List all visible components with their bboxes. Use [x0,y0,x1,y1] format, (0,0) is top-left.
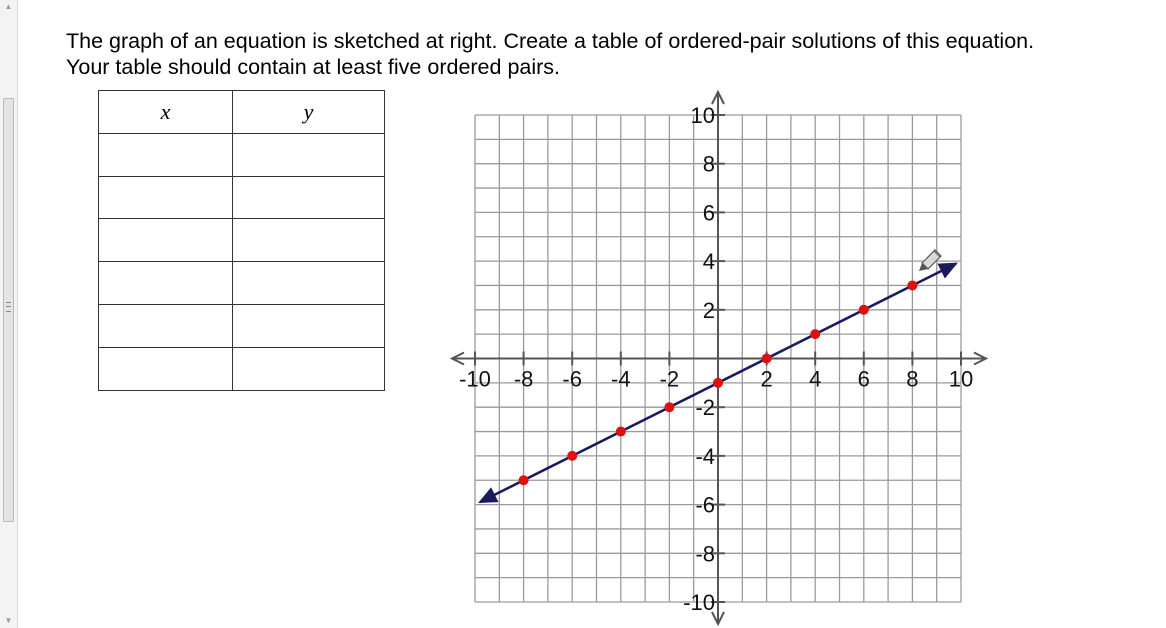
y-tick-label: -2 [695,395,715,421]
y-tick-label: 2 [702,297,715,323]
y-tick-label: 6 [702,200,715,226]
instructions-line-1: The graph of an equation is sketched at right. Create a table of ordered-pair solutions of this equation. [66,29,1035,53]
plotted-point [519,475,529,485]
plotted-point [713,378,723,388]
y-tick-label: -10 [683,590,715,615]
y-tick-label: 10 [690,103,715,128]
x-tick-label: -8 [513,366,534,392]
x-column-header: x [99,91,233,134]
plotted-point [664,402,674,412]
plotted-point [762,354,772,364]
y-tick-label: -8 [695,541,715,567]
plotted-point [567,451,577,461]
instructions-line-2: Your table should contain at least five ordered pairs. [66,55,561,79]
y-tick-label: 4 [702,249,715,275]
axes [452,92,986,624]
scroll-up-arrow-icon[interactable]: ▲ [4,2,13,11]
y-column-header: y [233,91,385,134]
x-tick-label: -4 [611,366,631,392]
x-tick-label: 8 [906,366,919,392]
scroll-down-arrow-icon[interactable]: ▼ [4,616,13,625]
y-tick-label: -6 [695,492,715,518]
plotted-point [907,280,917,290]
plotted-point [859,305,869,315]
y-tick-label: 8 [702,151,715,177]
plotted-point [810,329,820,339]
x-tick-label: 2 [760,366,773,392]
x-tick-label: -6 [562,366,582,392]
x-tick-label: 10 [948,366,974,392]
y-tick-label: -4 [695,443,715,469]
plotted-point [616,427,626,437]
x-tick-label: 6 [857,366,870,392]
x-tick-label: -2 [659,366,680,392]
x-tick-label: 4 [809,366,822,392]
x-tick-label: -10 [459,366,491,392]
